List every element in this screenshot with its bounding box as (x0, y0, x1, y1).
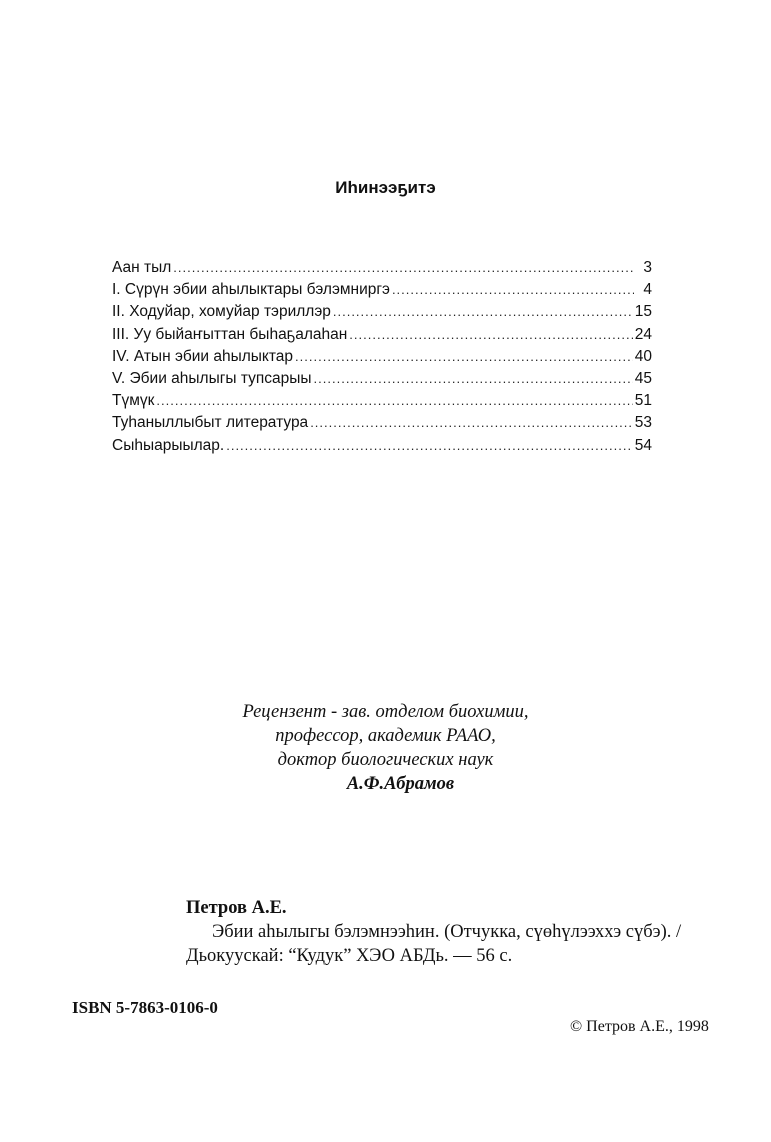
biblio-author: Петров А.Е. (186, 898, 287, 918)
reviewer-line: профессор, академик РААО, (275, 726, 496, 746)
toc-entry-label: Аан тыл (112, 259, 172, 276)
toc-entry (112, 437, 652, 459)
table-of-contents (112, 259, 652, 459)
toc-entry-page: 15 (634, 303, 652, 321)
toc-entry-page: 24 (634, 325, 652, 343)
toc-entry-label: Туһаныллыбыт литература (112, 414, 309, 432)
copyright-notice: © Петров А.Е., 1998 (570, 1018, 709, 1035)
toc-entry (112, 414, 652, 436)
reviewer-name: А.Ф.Абрамов (346, 774, 455, 794)
reviewer-line: Рецензент - зав. отделом биохимии, (242, 702, 529, 722)
toc-entry-label: IV. Атын эбии аһылыктар (112, 347, 294, 365)
isbn-number: ISBN 5-7863-0106-0 (72, 998, 218, 1017)
toc-entry (112, 281, 652, 303)
toc-entry-label: Түмүк (112, 392, 155, 410)
toc-entry-page: 40 (634, 347, 652, 365)
toc-leader-dots (314, 371, 633, 386)
toc-entry-page: 4 (643, 281, 652, 299)
bibliographic-record (186, 896, 746, 968)
reviewer-block (0, 700, 771, 796)
toc-entry-page: 53 (634, 414, 652, 432)
toc-leader-dots (226, 438, 633, 453)
toc-leader-dots (310, 415, 633, 430)
toc-leader-dots (156, 393, 632, 408)
toc-entry-label: I. Сүрүн эбии аһылыктары бэлэмниргэ (112, 281, 390, 299)
toc-entry-label: II. Ходуйар, хомуйар тэриллэр (112, 303, 331, 321)
toc-leader-dots (295, 349, 633, 364)
toc-entry (112, 259, 652, 281)
toc-entry (112, 326, 652, 348)
toc-entry-page: 54 (634, 436, 652, 454)
toc-entry-page: 3 (643, 259, 652, 276)
toc-leader-dots (349, 327, 632, 342)
toc-entry (112, 303, 652, 325)
toc-entry-label: V. Эбии аһылыгы тупсарыы (112, 369, 312, 387)
toc-leader-dots (392, 282, 634, 297)
toc-leader-dots (333, 304, 633, 319)
reviewer-line: доктор биологических наук (277, 750, 494, 770)
toc-entry (112, 392, 652, 414)
toc-entry (112, 348, 652, 370)
toc-entry-page: 45 (634, 369, 652, 387)
toc-title: Иһинээҕитэ (335, 178, 436, 197)
biblio-description: Эбии аһылыгы бэлэмнээһин. (Отчукка, сүөһүлээххэ сүбэ). /Дьокуускай: “Кудук” ХЭО АБДь. — 56 с. (186, 922, 682, 966)
toc-leader-dots (173, 260, 634, 275)
toc-entry (112, 370, 652, 392)
toc-entry-label: Сыһыарыылар. (112, 436, 225, 454)
toc-entry-label: III. Уу быйаҥыттан быһаҕалаһан (112, 325, 348, 343)
toc-entry-page: 51 (634, 392, 652, 410)
